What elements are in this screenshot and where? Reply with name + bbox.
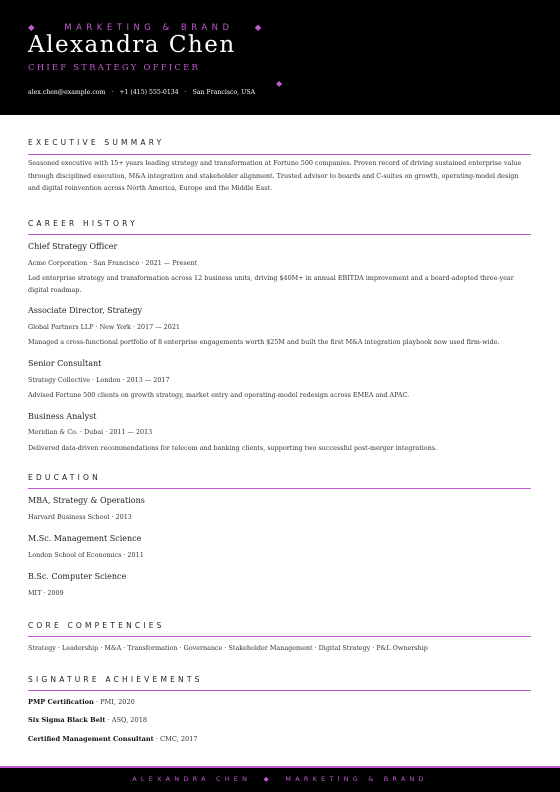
education-school: MIT · 2009 [28,589,64,597]
job-meta: Meridian & Co. · Dubai · 2011 — 2013 [28,428,153,436]
achievement-item [28,735,198,743]
career-heading: CAREER HISTORY [28,219,138,228]
footer-text: ALEXANDRA CHEN ◆ MARKETING & BRAND [132,775,428,783]
achievement-detail: · PMI, 2020 [93,698,135,706]
candidate-title: CHIEF STRATEGY OFFICER [28,63,201,73]
section-divider [28,690,531,691]
resume-header [0,0,560,115]
achievement-name: Six Sigma Black Belt [28,716,106,724]
contact-separator: · [111,89,114,96]
education-degree: M.Sc. Management Science [28,534,142,543]
competencies-list: Strategy · Leadership · M&A · Transformation · Governance · Stakeholder Management · Digital Strategy · P&L Ownership [28,644,428,652]
contact-phone[interactable]: +1 (415) 555-0134 [119,89,179,96]
job-description: Delivered data-driven recommendations for telecom and banking clients, supporting two successful post-merger integrations. [28,444,438,452]
job-role: Associate Director, Strategy [28,306,143,315]
contact-separator: · [184,89,187,96]
job-meta: Global Partners LLP · New York · 2017 — 2021 [28,323,180,331]
achievement-item [28,716,147,724]
education-degree: MBA, Strategy & Operations [28,496,145,505]
tagline-text: MARKETING & BRAND [64,23,234,33]
achievement-name: Certified Management Consultant [28,735,154,743]
job-role: Chief Strategy Officer [28,242,118,251]
achievement-detail: · CMC, 2017 [153,735,198,743]
contact-email[interactable]: alex.chen@example.com [28,89,106,96]
summary-text: Seasoned executive with 15+ years leading strategy and transformation at Fortune 500 companies. Proven record of driving sustained enterprise value through disciplined execution, M&A integration and stakeholder alignment. Trusted advisor to boards and C-suites on growth, operating-model design and digital reinvention across North America, Europe and the Middle East. [28,159,522,193]
diamond-icon: ◆ [276,79,283,88]
section-divider [28,234,531,235]
summary-heading: EXECUTIVE SUMMARY [28,138,165,147]
education-degree: B.Sc. Computer Science [28,572,127,581]
contact-line [28,89,255,96]
footer-banner [0,768,560,792]
achievement-detail: · ASQ, 2018 [105,716,148,724]
education-heading: EDUCATION [28,473,101,482]
job-description: Managed a cross-functional portfolio of 8 enterprise engagements worth $25M and built the first M&A integration playbook now used firm-wide. [28,338,500,346]
job-role: Business Analyst [28,412,97,421]
achievement-name: PMP Certification [28,698,94,706]
section-divider [28,636,531,637]
diamond-icon: ◆ [254,23,266,33]
contact-location: San Francisco, USA [192,89,256,96]
diamond-icon: ◆ [28,23,40,33]
job-description: Led enterprise strategy and transformation across 12 business units, driving $40M+ in annual EBITDA improvement and a board-adopted three-year digital roadmap. [28,274,514,294]
education-school: Harvard Business School · 2013 [28,513,132,521]
job-description: Advised Fortune 500 clients on growth strategy, market entry and operating-model redesign across EMEA and APAC. [28,391,410,399]
job-meta: Strategy Collective · London · 2013 — 2017 [28,376,170,384]
achievement-item [28,698,135,706]
competencies-heading: CORE COMPETENCIES [28,621,165,630]
education-school: London School of Economics · 2011 [28,551,144,559]
job-meta: Acme Corporation · San Francisco · 2021 — Present [28,259,198,267]
achievements-heading: SIGNATURE ACHIEVEMENTS [28,675,203,684]
job-role: Senior Consultant [28,359,102,368]
section-divider [28,154,531,155]
candidate-name: Alexandra Chen [28,32,236,58]
section-divider [28,488,531,489]
